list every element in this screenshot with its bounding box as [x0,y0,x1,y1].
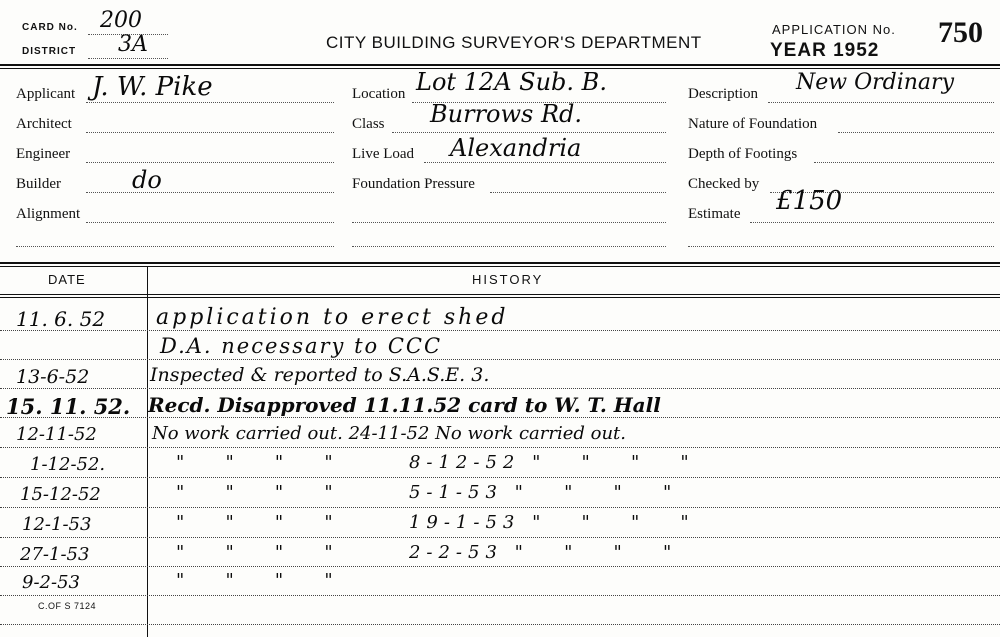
history-text: " " " " 2-2-53 " " " " [176,542,678,563]
district-label: DISTRICT [22,46,77,57]
estimate-value: £150 [776,186,843,216]
description-label: Description [688,86,758,102]
description-line [768,102,994,103]
checked-by-label: Checked by [688,176,760,192]
alignment-line-2 [16,246,334,247]
history-date: 15. 11. 52. [6,394,131,419]
alignment-line [86,222,334,223]
depth-line [814,162,994,163]
estimate-label: Estimate [688,206,741,222]
date-column-header: DATE [48,272,86,287]
history-line [0,477,1000,478]
history-text: " " " " 5-1-53 " " " " [176,482,678,503]
builder-line [86,192,334,193]
applicant-value: J. W. Pike [92,72,213,102]
history-text: Inspected & reported to S.A.S.E. 3. [150,364,490,386]
nature-line [838,132,994,133]
history-line [0,388,1000,389]
nature-of-foundation-label: Nature of Foundation [688,116,818,132]
history-date: 12-1-53 [22,514,92,535]
foundation-pressure-label: Foundation Pressure [352,176,475,192]
applicant-line [86,102,334,103]
date-column-divider [147,266,148,637]
history-text: No work carried out. 24-11-52 No work carried out. [152,423,627,444]
header-rule [0,64,1000,66]
history-header-rule-2 [0,297,1000,298]
architect-line [86,132,334,133]
depth-of-footings-label: Depth of Footings [688,146,798,162]
history-top-rule [0,262,1000,264]
history-line [0,537,1000,538]
history-line [0,330,1000,331]
department-title: CITY BUILDING SURVEYOR'S DEPARTMENT [326,33,702,52]
application-year: YEAR 1952 [770,40,880,61]
right-line-6 [688,246,994,247]
live-load-value: Alexandria [450,134,582,162]
history-line [0,447,1000,448]
builder-value: do [132,166,162,194]
history-line [0,624,1000,625]
history-line [0,507,1000,508]
builder-label: Builder [16,176,61,192]
live-load-line [424,162,666,163]
middle-line-5 [352,222,666,223]
history-line [0,417,1000,418]
architect-label: Architect [16,116,72,132]
applicant-label: Applicant [16,86,76,102]
engineer-label: Engineer [16,146,71,162]
district-line [88,58,168,59]
history-top-rule-thin [0,266,1000,267]
class-label: Class [352,116,385,132]
history-line [0,595,1000,596]
history-date: 13-6-52 [16,366,90,388]
application-number: 750 [938,16,983,49]
card-no-value: 200 [100,8,142,33]
history-text: D.A. necessary to CCC [160,334,443,358]
history-date: 27-1-53 [20,544,90,565]
application-label: APPLICATION No. [772,22,896,37]
history-text: Recd. Disapproved 11.11.52 card to W. T. Hall [148,393,661,417]
history-line [0,566,1000,567]
foundation-pressure-line [490,192,666,193]
history-date: 12-11-52 [16,424,97,445]
class-line [392,132,666,133]
class-value: Burrows Rd. [430,100,583,128]
description-value: New Ordinary [796,70,954,95]
district-value: 3A [118,32,148,57]
history-column-header: HISTORY [472,272,544,287]
history-header-rule [0,294,1000,295]
history-text: " " " " 19-1-53 " " " " [176,512,695,533]
estimate-line [750,222,994,223]
history-line [0,359,1000,360]
history-date: 9-2-53 [22,572,80,593]
engineer-line [86,162,334,163]
middle-line-6 [352,246,666,247]
live-load-label: Live Load [352,146,415,162]
location-value: Lot 12A Sub. B. [416,68,607,96]
history-text: " " " " [176,570,339,591]
history-text: " " " " 8-12-52 " " " " [176,452,695,473]
history-text: application to erect shed [156,305,509,330]
card-no-label: CARD No. [22,22,78,33]
history-date: 11. 6. 52 [16,307,106,331]
history-date: 15-12-52 [20,484,101,505]
history-date: 1-12-52. [30,454,106,475]
location-label: Location [352,86,406,102]
form-code: C.OF S 7124 [38,601,97,611]
alignment-label: Alignment [16,206,81,222]
